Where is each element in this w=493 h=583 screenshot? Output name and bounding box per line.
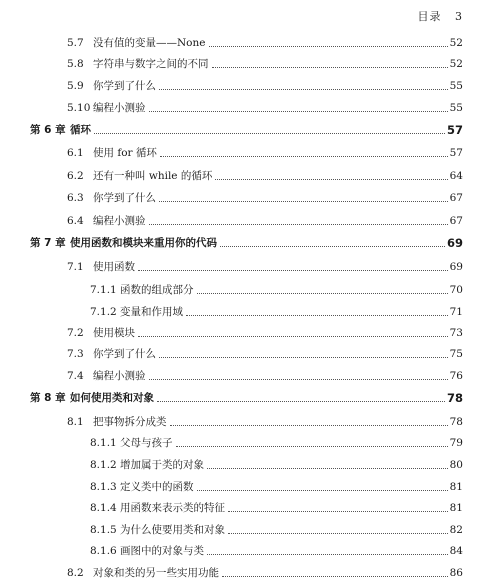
dot-leader: [157, 400, 445, 402]
entry-number: 6.1: [67, 147, 84, 159]
entry-page-number: 64: [449, 170, 463, 182]
dot-leader: [176, 445, 448, 447]
toc-section-entry[interactable]: [67, 370, 463, 383]
entry-number: 5.7: [67, 37, 84, 49]
entry-page-number: 57: [446, 123, 463, 137]
toc-chapter-entry[interactable]: [30, 237, 463, 250]
entry-number: 7.1.2: [90, 306, 117, 318]
entry-number: 7.1: [67, 261, 84, 273]
entry-number: 8.1.6: [90, 545, 117, 557]
entry-title: 为什么使要用类和对象: [120, 524, 225, 536]
entry-number: 6.3: [67, 192, 84, 204]
entry-page-number: 82: [449, 524, 463, 536]
entry-title: 增加属于类的对象: [120, 459, 204, 471]
entry-page-number: 67: [449, 215, 463, 227]
dot-leader: [215, 178, 447, 180]
entry-title: 编程小测验: [93, 215, 146, 227]
entry-number: 第 7 章: [30, 237, 66, 249]
toc-section-entry[interactable]: [67, 261, 463, 274]
entry-title: 还有一种叫 while 的循环: [93, 170, 213, 182]
entry-title: 定义类中的函数: [120, 481, 194, 493]
entry-page-number: 52: [449, 58, 463, 70]
toc-subsection-entry[interactable]: [90, 459, 463, 472]
dot-leader: [207, 467, 448, 469]
header-page-number: 3: [455, 10, 463, 23]
entry-title: 父母与孩子: [120, 437, 173, 449]
entry-number: 5.9: [67, 80, 84, 92]
dot-leader: [138, 269, 448, 271]
toc-section-entry[interactable]: [67, 327, 463, 340]
entry-page-number: 84: [449, 545, 463, 557]
entry-page-number: 73: [449, 327, 463, 339]
toc-subsection-entry[interactable]: [90, 545, 463, 558]
entry-page-number: 81: [449, 502, 463, 514]
dot-leader: [159, 88, 448, 90]
toc-subsection-entry[interactable]: [90, 481, 463, 494]
entry-title: 把事物拆分成类: [93, 416, 167, 428]
dot-leader: [186, 314, 448, 316]
toc-section-entry[interactable]: [67, 80, 463, 93]
entry-page-number: 55: [449, 80, 463, 92]
entry-number: 8.1.3: [90, 481, 117, 493]
entry-title: 使用模块: [93, 327, 135, 339]
entry-title: 编程小测验: [93, 370, 146, 382]
entry-page-number: 78: [449, 416, 463, 428]
toc-chapter-entry[interactable]: [30, 392, 463, 405]
entry-number: 5.10: [67, 102, 91, 114]
entry-title: 变量和作用域: [120, 306, 183, 318]
dot-leader: [220, 245, 445, 247]
dot-leader: [159, 356, 448, 358]
entry-page-number: 69: [446, 236, 463, 250]
entry-title: 你学到了什么: [93, 192, 156, 204]
dot-leader: [212, 66, 448, 68]
entry-title: 使用函数: [93, 261, 135, 273]
entry-title: 编程小测验: [93, 102, 146, 114]
toc-subsection-entry[interactable]: [90, 437, 463, 450]
entry-number: 6.4: [67, 215, 84, 227]
entry-title: 你学到了什么: [93, 80, 156, 92]
toc-section-entry[interactable]: [67, 37, 463, 50]
entry-title: 如何使用类和对象: [70, 392, 154, 404]
entry-title: 函数的组成部分: [120, 284, 194, 296]
entry-title: 对象和类的另一些实用功能: [93, 567, 219, 579]
entry-number: 第 6 章: [30, 124, 66, 136]
entry-title: 循环: [70, 124, 91, 136]
dot-leader: [207, 553, 448, 555]
entry-number: 8.1.5: [90, 524, 117, 536]
entry-number: 7.4: [67, 370, 84, 382]
entry-page-number: 78: [446, 391, 463, 405]
entry-page-number: 75: [449, 348, 463, 360]
entry-title: 用函数来表示类的特征: [120, 502, 225, 514]
entry-page-number: 86: [449, 567, 463, 579]
entry-page-number: 80: [449, 459, 463, 471]
entry-title: 使用函数和模块来重用你的代码: [70, 237, 217, 249]
entry-page-number: 81: [449, 481, 463, 493]
entry-number: 7.2: [67, 327, 84, 339]
entry-page-number: 76: [449, 370, 463, 382]
dot-leader: [160, 155, 448, 157]
entry-page-number: 70: [449, 284, 463, 296]
entry-page-number: 55: [449, 102, 463, 114]
entry-number: 8.1.2: [90, 459, 117, 471]
entry-number: 8.2: [67, 567, 84, 579]
entry-number: 8.1.4: [90, 502, 117, 514]
entry-page-number: 69: [449, 261, 463, 273]
toc-section-entry[interactable]: [67, 348, 463, 361]
dot-leader: [209, 45, 448, 47]
header-label: 目录: [417, 10, 442, 23]
dot-leader: [228, 510, 448, 512]
entry-page-number: 52: [449, 37, 463, 49]
entry-page-number: 71: [449, 306, 463, 318]
entry-number: 5.8: [67, 58, 84, 70]
dot-leader: [228, 532, 448, 534]
entry-title: 画图中的对象与类: [120, 545, 204, 557]
toc-subsection-entry[interactable]: [90, 306, 463, 319]
toc-section-entry[interactable]: [67, 416, 463, 429]
dot-leader: [159, 200, 448, 202]
toc-section-entry[interactable]: [67, 215, 463, 228]
entry-title: 字符串与数字之间的不同: [93, 58, 209, 70]
toc-subsection-entry[interactable]: [90, 284, 463, 297]
dot-leader: [197, 292, 448, 294]
toc-section-entry[interactable]: [67, 192, 463, 205]
toc-chapter-entry[interactable]: [30, 124, 463, 137]
toc-section-entry[interactable]: [67, 147, 463, 160]
toc-section-entry[interactable]: [67, 567, 463, 580]
toc-subsection-entry[interactable]: [90, 524, 463, 537]
entry-page-number: 57: [449, 147, 463, 159]
entry-number: 8.1: [67, 416, 84, 428]
toc-subsection-entry[interactable]: [90, 502, 463, 515]
toc-section-entry[interactable]: [67, 170, 463, 183]
entry-number: 6.2: [67, 170, 84, 182]
entry-title: 没有值的变量——None: [93, 37, 206, 49]
entry-page-number: 67: [449, 192, 463, 204]
dot-leader: [138, 335, 448, 337]
dot-leader: [222, 575, 448, 577]
entry-number: 8.1.1: [90, 437, 117, 449]
dot-leader: [197, 489, 448, 491]
entry-title: 你学到了什么: [93, 348, 156, 360]
dot-leader: [170, 424, 448, 426]
entry-number: 第 8 章: [30, 392, 66, 404]
entry-number: 7.1.1: [90, 284, 117, 296]
toc-section-entry[interactable]: [67, 102, 463, 115]
dot-leader: [149, 378, 448, 380]
dot-leader: [94, 132, 445, 134]
dot-leader: [149, 110, 448, 112]
dot-leader: [149, 223, 448, 225]
toc-section-entry[interactable]: [67, 58, 463, 71]
entry-page-number: 79: [449, 437, 463, 449]
entry-title: 使用 for 循环: [93, 147, 157, 159]
entry-number: 7.3: [67, 348, 84, 360]
